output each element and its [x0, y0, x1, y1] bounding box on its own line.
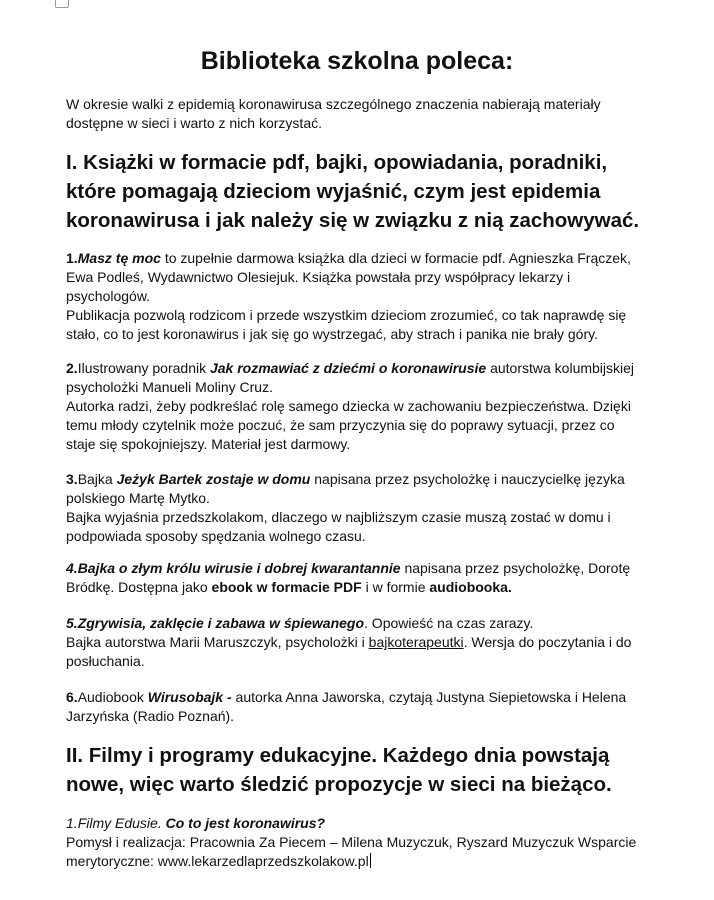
item-paragraph: [66, 559, 646, 597]
item-label: Filmy Edusie.: [77, 815, 166, 831]
item-title: Co to jest koronawirus?: [165, 815, 326, 831]
page-corner-marker: [55, 0, 69, 8]
book-item-2: [66, 359, 646, 454]
heading-line: koronawirusa i jak należy się w związku z nią zachowywać.: [66, 209, 640, 232]
book-item-1: [66, 249, 646, 344]
item-paragraph: [66, 614, 646, 633]
section-2-heading: [66, 741, 666, 799]
item-number: 1.: [66, 250, 78, 266]
item-text: . Opowieść na czas zarazy.: [364, 615, 534, 631]
item-text: i w formie: [361, 579, 430, 595]
section-1-heading: [66, 148, 666, 235]
item-paragraph: [66, 833, 646, 871]
item-paragraph: [66, 814, 646, 833]
item-text: napisana przez psycholożkę i nauczycielkę języka polskiego Martę Mytko.: [66, 471, 625, 506]
book-item-6: [66, 688, 646, 726]
heading-line: które pomagają dzieciom wyjaśnić, czym jest epidemia: [66, 180, 601, 203]
item-format: ebook w formacie PDF: [211, 579, 362, 595]
item-title: Masz tę moc: [77, 250, 161, 266]
item-title: Jak rozmawiać z dziećmi o koronawirusie: [209, 360, 487, 376]
item-format: audiobooka.: [429, 579, 512, 595]
page-title: Biblioteka szkolna poleca:: [200, 47, 514, 75]
item-title: Wirusobajk -: [147, 689, 232, 705]
item-number: 3.: [66, 471, 78, 487]
item-text: Bajka: [77, 471, 117, 487]
item-paragraph: Publikacja pozwolą rodzicom i przede wszystkim dzieciom zrozumieć, co tak naprawdę się stało, co to jest koronawirus i jak się go wystrzegać, aby strach i panika nie brały góry.: [66, 307, 627, 342]
item-number: 5.: [66, 615, 78, 631]
item-paragraph: [66, 470, 646, 508]
item-number: 2.: [66, 360, 78, 376]
item-text: autorka Anna Jaworska, czytają Justyna Siepietowska i Helena Jarzyńska (Radio Poznań).: [66, 689, 627, 724]
intro-line: W okresie walki z epidemią koronawirusa szczególnego znaczenia nabierają materiały: [66, 96, 601, 112]
item-text: Audiobook: [77, 689, 148, 705]
item-text: Bajka autorstwa Marii Maruszczyk, psycholożki i: [66, 634, 369, 650]
heading-line: II. Filmy i programy edukacyjne. Każdego dnia powstają: [66, 744, 610, 767]
text-cursor: [370, 853, 371, 868]
item-paragraph: [66, 633, 646, 671]
item-text: Pomysł i realizacja: Pracownia Za Piecem – Milena Muzyczuk, Ryszard Muzyczuk Wsparcie merytoryczne: www.lekarzedlaprzedszkolakow.pl: [66, 834, 637, 869]
book-item-5: [66, 614, 646, 671]
item-number: 1.: [66, 815, 78, 831]
heading-line: I. Książki w formacie pdf, bajki, opowiadania, poradniki,: [66, 151, 608, 174]
book-item-3: [66, 470, 646, 546]
item-paragraph: Bajka wyjaśnia przedszkolakom, dlaczego w najbliższym czasie muszą zostać w domu i podpowiada sposoby spędzania wolnego czasu.: [66, 509, 611, 544]
item-text: . Wersja do poczytania i do posłuchania.: [66, 634, 632, 669]
intro-line: dostępne w sieci i warto z nich korzystać.: [66, 115, 322, 131]
bajkoterapeutki-link[interactable]: bajkoterapeutki: [368, 634, 464, 650]
item-text: autorstwa kolumbijskiej psycholożki Manueli Moliny Cruz.: [66, 360, 635, 395]
book-item-4: [66, 559, 646, 597]
item-paragraph: Autorka radzi, żeby podkreślać rolę samego dziecka w zachowaniu bezpieczeństwa. Dzięki temu młody czytelnik może poczuć, że sam przyczynia się do poprawy sytuacji, przez co staje się spokojniejszy. Materiał jest darmowy.: [66, 398, 631, 452]
item-title: Zgrywisia, zaklęcie i zabawa w śpiewanego: [77, 615, 365, 631]
heading-line: nowe, więc warto śledzić propozycje w sieci na bieżąco.: [66, 773, 612, 796]
item-paragraph: [66, 688, 646, 726]
item-number: 6.: [66, 689, 78, 705]
item-number: 4.: [66, 560, 78, 576]
item-text: to zupełnie darmowa książka dla dzieci w formacie pdf. Agnieszka Frączek, Ewa Podleś, Wydawnictwo Olesiejuk. Książka powstała przy współpracy lekarzy i psychologów.: [66, 250, 631, 304]
item-paragraph: [66, 359, 646, 397]
item-title: Bajka o złym królu wirusie i dobrej kwarantannie: [77, 560, 401, 576]
item-text: napisana przez psycholożkę, Dorotę Bródkę. Dostępna jako: [66, 560, 631, 595]
item-paragraph: [66, 249, 646, 306]
item-title: Jeżyk Bartek zostaje w domu: [116, 471, 311, 487]
film-item-1: [66, 814, 646, 871]
item-text: Ilustrowany poradnik: [77, 360, 210, 376]
intro-paragraph: [66, 95, 666, 133]
